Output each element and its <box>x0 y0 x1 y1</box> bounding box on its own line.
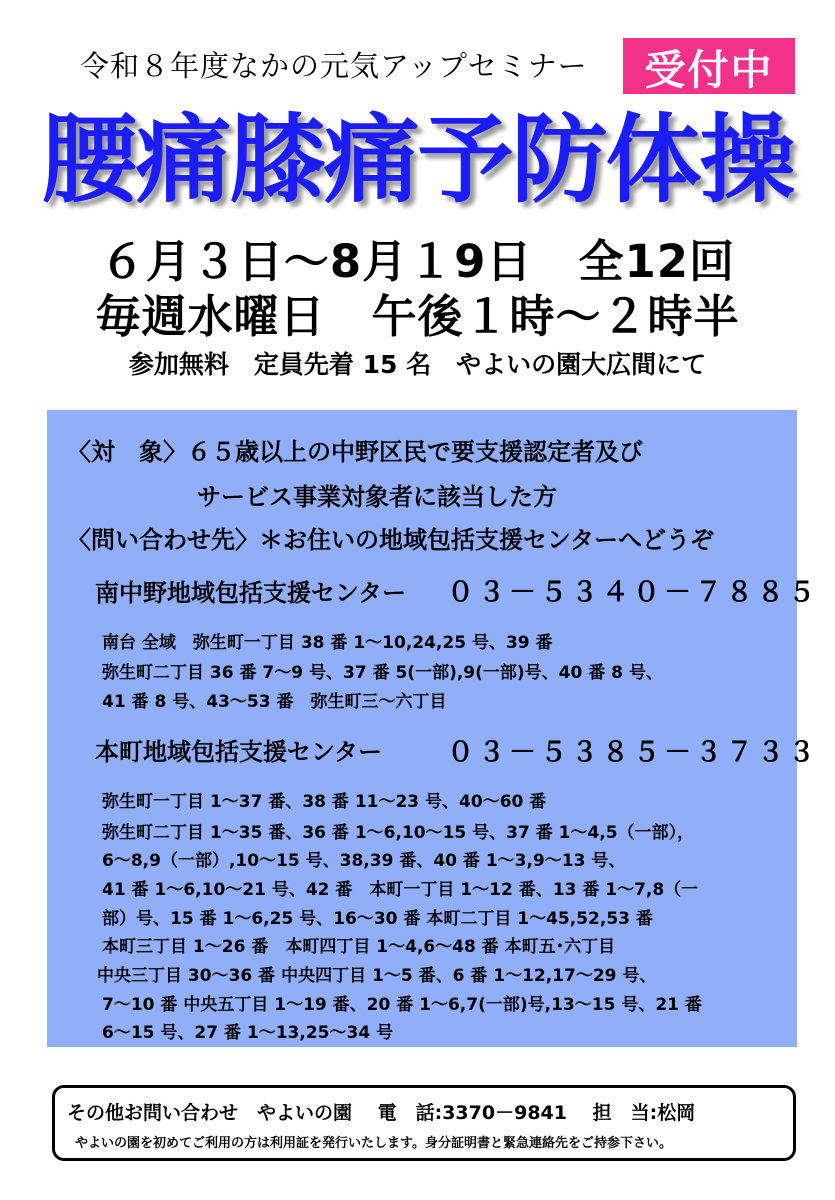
details-panel <box>47 410 819 1047</box>
area-line: 41 番 1～6,10～21 号、42 番 本町一丁目 1～12 番、13 番 1～7,8（一 <box>102 880 699 900</box>
center-phone: ０３－５３４０－７８８５ <box>447 577 819 608</box>
area-line: 弥生町二丁目 1～35 番、36 番 1～6,10～15 号、37 番 1～4,5（一部）， <box>102 823 695 843</box>
page-title: 腰痛膝痛予防体操 <box>41 104 794 216</box>
footer-note: やよいの園を初めてご利用の方は利用証を発行いたします。身分証明書と緊急連絡先をご持参下さい。 <box>75 1136 672 1151</box>
area-line: 部）号、15 番 1～6,25 号、16～30 番 本町二丁目 1～45,52,53 番 <box>102 909 653 929</box>
center-phone: ０３－５３８５－３７３３ <box>447 737 819 768</box>
center-name: 南中野地域包括支援センター <box>95 579 407 607</box>
target-continuation: サービス事業対象者に該当した方 <box>197 483 557 511</box>
schedule-time: 毎週水曜日 午後１時～２時半 <box>95 290 740 343</box>
area-line: 6～8,9（一部）,10～15 号、38,39 番、40 番 1～3,9～13 号、 <box>102 851 626 871</box>
schedule-dates: ６月３日～8月１9日 全12回 <box>99 235 736 288</box>
event-series-title: 令和８年度なかの元気アップセミナー <box>80 49 588 83</box>
contact-footer <box>52 1085 796 1161</box>
area-line: 南台 全域 弥生町一丁目 38 番 1～10,24,25 号、39 番 <box>102 633 553 653</box>
target-label: 〈対 象〉６５歳以上の中野区民で要支援認定者及び <box>67 438 643 466</box>
status-badge: 受付中 <box>623 38 795 94</box>
area-line: 41 番 8 号、43～53 番 弥生町三～六丁目 <box>102 692 447 712</box>
area-line: 弥生町一丁目 1～37 番、38 番 11～23 号、40～60 番 <box>102 792 547 812</box>
center-name: 本町地域包括支援センター <box>95 738 383 766</box>
area-line: 7～10 番 中央五丁目 1～19 番、20 番 1～6,7(一部)号,13～15 号、21 番 <box>102 995 702 1015</box>
area-line: 中央三丁目 30～36 番 中央四丁目 1～5 番、6 番 1～12,17～29 号、 <box>97 966 657 986</box>
footer-contact: その他お問い合わせ やよいの園 電 話:3370－9841 担 当:松岡 <box>67 1102 696 1124</box>
event-info: 参加無料 定員先着 15 名 やよいの園大広間にて <box>128 350 707 379</box>
area-line: 6～15 号、27 番 1～13,25～34 号 <box>102 1023 394 1043</box>
area-line: 弥生町二丁目 36 番 7～9 号、37 番 5(一部),9(一部)号、40 番 8 号、 <box>102 663 663 683</box>
contact-label: 〈問い合わせ先〉＊お住いの地域包括支援センターへどうぞ <box>67 526 715 554</box>
area-line: 本町三丁目 1～26 番 本町四丁目 1～4,6～48 番 本町五･六丁目 <box>102 937 616 957</box>
